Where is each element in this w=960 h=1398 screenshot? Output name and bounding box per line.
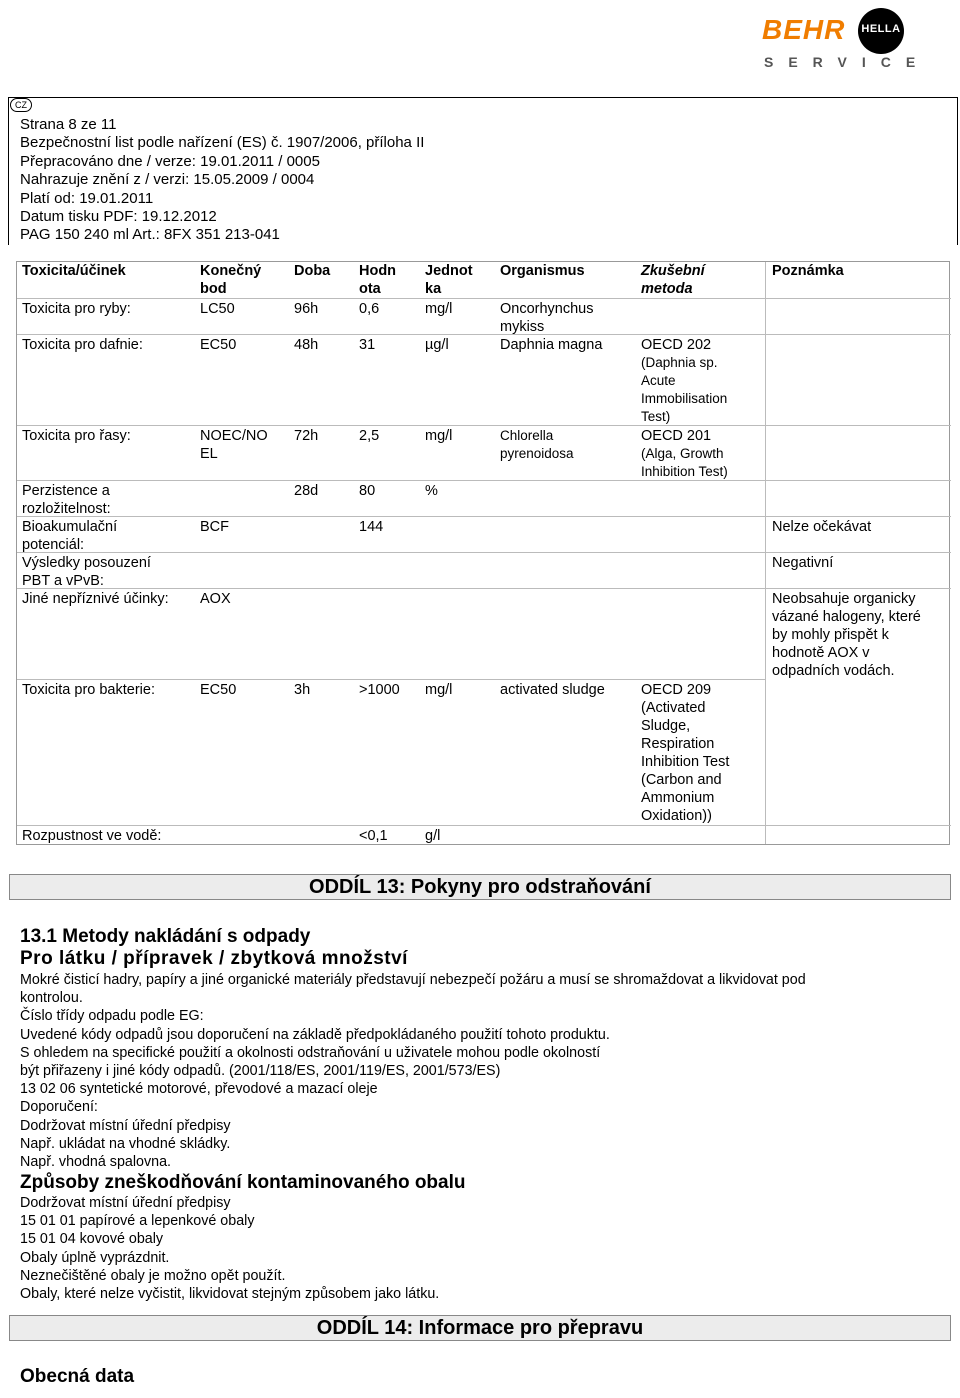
algae-method: OECD 201 [641, 428, 712, 444]
section-14-banner [9, 1315, 951, 1341]
bacteria-duration: 3h [294, 682, 311, 698]
bacteria-organism: activated sludge [500, 682, 605, 698]
row-divider [17, 679, 765, 680]
row-divider [17, 298, 951, 299]
daphnia-endpoint: EC50 [200, 337, 237, 353]
section-13-banner [9, 874, 951, 900]
daphnia-value: 31 [359, 337, 376, 353]
solubility-value: <0,1 [359, 828, 388, 844]
other-effects-endpoint: AOX [200, 591, 231, 607]
algae-organism: Chlorella [500, 428, 554, 443]
bacteria-method-2: (Activated [641, 700, 706, 716]
text-line: Např. ukládat na vhodné skládky. [20, 1135, 231, 1152]
bacteria-method-5: Inhibition Test [641, 754, 730, 770]
pbt-note: Negativní [772, 555, 834, 571]
bacteria-value: >1000 [359, 682, 400, 698]
other-effects-label: Jiné nepříznivé účinky: [22, 591, 169, 607]
persistence-duration: 28d [294, 483, 319, 499]
bacteria-method-6: (Carbon and [641, 772, 722, 788]
page-number: Strana 8 ze 11 [20, 116, 117, 133]
header-endpoint-1: Konečný [200, 263, 262, 279]
row-divider [17, 516, 951, 517]
section-13-1-heading: 13.1 Metody nakládání s odpady [20, 926, 311, 947]
daphnia-method-4: Immobilisation [641, 391, 728, 406]
text-line: S ohledem na specifické použití a okolnosti odstraňování u uživatele mohou podle okolností [20, 1044, 601, 1061]
algae-unit: mg/l [425, 428, 453, 444]
header-method-2: metoda [641, 281, 693, 297]
other-effects-note: Neobsahuje organicky [772, 591, 916, 607]
algae-toxicity-label: Toxicita pro řasy: [22, 428, 131, 444]
packaging-disposal-text [20, 1194, 439, 1303]
bacteria-method: OECD 209 [641, 682, 712, 698]
daphnia-method: OECD 202 [641, 337, 712, 353]
text-line: kontrolou. [20, 990, 83, 1007]
header-frame-right [957, 97, 958, 245]
daphnia-method-2: (Daphnia sp. [641, 355, 718, 370]
persistence-value: 80 [359, 483, 376, 499]
algae-method-2: (Alga, Growth [641, 446, 724, 461]
bacteria-toxicity-label: Toxicita pro bakterie: [22, 682, 155, 698]
text-line: 15 01 01 papírové a lepenkové obaly [20, 1213, 255, 1230]
daphnia-organism: Daphnia magna [500, 337, 603, 353]
header-unit-2: ka [425, 281, 442, 297]
header-note: Poznámka [772, 263, 844, 279]
section-13-title: ODDÍL 13: Pokyny pro odstraňování [309, 876, 651, 898]
service-wordmark: SERVICE [764, 54, 931, 70]
text-line: Dodržovat místní úřední předpisy [20, 1117, 231, 1134]
bioaccumulation-note: Nelze očekávat [772, 519, 872, 535]
waste-disposal-text [20, 971, 806, 1171]
persistence-label: Perzistence a [22, 483, 110, 499]
regulation-line: Bezpečnostní list podle nařízení (ES) č. 1907/2006, příloha II [20, 134, 425, 152]
fish-organism: Oncorhynchus [500, 301, 594, 317]
text-line: 13 02 06 syntetické motorové, převodové a mazací oleje [20, 1081, 378, 1098]
behr-hella-logo [762, 8, 942, 70]
text-line: Např. vhodná spalovna. [20, 1154, 172, 1171]
header-effect: Toxicita/účinek [22, 263, 126, 279]
persistence-unit: % [425, 483, 438, 499]
daphnia-method-5: Test) [641, 409, 671, 424]
row-divider [17, 825, 951, 826]
column-divider [765, 262, 766, 844]
solubility-label: Rozpustnost ve vodě: [22, 828, 162, 844]
algae-organism-2: pyrenoidosa [500, 446, 574, 461]
text-line: Číslo třídy odpadu podle EG: [20, 1008, 204, 1025]
header-method-1: Zkušební [641, 263, 705, 279]
document-header [20, 116, 424, 245]
bacteria-method-4: Respiration [641, 736, 715, 752]
bioaccumulation-label-2: potenciál: [22, 537, 85, 553]
hella-emblem [858, 8, 904, 54]
header-organism: Organismus [500, 263, 585, 279]
section-14-title: ODDÍL 14: Informace pro přepravu [316, 1317, 644, 1339]
text-line: být přiřazeny i jiné kódy odpadů. (2001/118/ES, 2001/119/ES, 2001/573/ES) [20, 1063, 501, 1080]
header-value-2: ota [359, 281, 381, 297]
valid-from-line: Platí od: 19.01.2011 [20, 189, 154, 207]
packaging-disposal-heading: Způsoby zneškodňování kontaminovaného obalu [20, 1172, 466, 1193]
fish-endpoint: LC50 [200, 301, 235, 317]
daphnia-toxicity-label: Toxicita pro dafnie: [22, 337, 143, 353]
text-line: Obaly úplně vyprázdnit. [20, 1249, 170, 1266]
row-divider [17, 480, 951, 481]
text-line: Obaly, které nelze vyčistit, likvidovat stejným způsobem jako látku. [20, 1286, 440, 1303]
header-frame-left [8, 97, 9, 245]
pbt-label-2: PBT a vPvB: [22, 573, 104, 589]
daphnia-method-3: Acute [641, 373, 676, 388]
algae-endpoint-2: EL [200, 446, 218, 462]
fish-organism-2: mykiss [500, 319, 545, 335]
other-effects-note-2: vázané halogeny, které [772, 609, 921, 625]
row-divider [17, 588, 951, 589]
other-effects-note-4: hodnotě AOX v [772, 645, 870, 661]
bioaccumulation-endpoint: BCF [200, 519, 229, 535]
fish-toxicity-label: Toxicita pro ryby: [22, 301, 131, 317]
row-divider [17, 425, 951, 426]
algae-endpoint: NOEC/NO [200, 428, 268, 444]
header-endpoint-2: bod [200, 281, 227, 297]
header-value-1: Hodn [359, 263, 397, 279]
persistence-label-2: rozložitelnost: [22, 501, 111, 517]
general-data-heading: Obecná data [20, 1366, 135, 1387]
toxicity-table [16, 261, 950, 845]
text-line: Uvedené kódy odpadů jsou doporučení na základě předpokládaného použití tohoto produktu. [20, 1026, 610, 1043]
algae-value: 2,5 [359, 428, 380, 444]
fish-value: 0,6 [359, 301, 380, 317]
behr-wordmark: BEHR [762, 14, 846, 45]
pbt-label: Výsledky posouzení [22, 555, 151, 571]
algae-duration: 72h [294, 428, 319, 444]
bacteria-method-3: Sludge, [641, 718, 691, 734]
bacteria-endpoint: EC50 [200, 682, 237, 698]
fish-duration: 96h [294, 301, 319, 317]
bacteria-unit: mg/l [425, 682, 453, 698]
bacteria-method-7: Ammonium [641, 790, 715, 806]
bioaccumulation-label: Bioakumulační [22, 519, 118, 535]
hella-wordmark: HELLA [861, 23, 901, 35]
header-unit-1: Jednot [425, 263, 473, 279]
replaces-line: Nahrazuje znění z / verzi: 15.05.2009 / 0004 [20, 171, 315, 189]
solubility-unit: g/l [425, 828, 441, 844]
header-frame-top [8, 97, 958, 98]
text-line: Mokré čisticí hadry, papíry a jiné organické materiály představují nebezpečí požáru a musí se shromaždovat a likvidovat pod [20, 972, 806, 988]
text-line: Doporučení: [20, 1099, 98, 1116]
revision-line: Přepracováno dne / verze: 19.01.2011 / 0005 [20, 152, 320, 170]
other-effects-note-5: odpadních vodách. [772, 663, 895, 679]
language-badge: CZ [10, 98, 32, 112]
other-effects-note-3: by mohly přispět k [772, 627, 889, 643]
text-line: Neznečištěné obaly je možno opět použít. [20, 1267, 286, 1284]
header-duration: Doba [294, 263, 331, 279]
section-13-subheading: Pro látku / přípravek / zbytková množství [20, 948, 408, 969]
bacteria-method-8: Oxidation)) [641, 808, 712, 824]
bioaccumulation-value: 144 [359, 519, 384, 535]
text-line: Dodržovat místní úřední předpisy [20, 1195, 231, 1211]
daphnia-duration: 48h [294, 337, 319, 353]
print-date-line: Datum tisku PDF: 19.12.2012 [20, 208, 217, 226]
text-line: 15 01 04 kovové obaly [20, 1231, 164, 1248]
product-line: PAG 150 240 ml Art.: 8FX 351 213-041 [20, 226, 280, 244]
fish-unit: mg/l [425, 301, 453, 317]
daphnia-unit: µg/l [425, 337, 449, 353]
row-divider [17, 552, 951, 553]
row-divider [17, 334, 951, 335]
algae-method-3: Inhibition Test) [641, 464, 728, 479]
